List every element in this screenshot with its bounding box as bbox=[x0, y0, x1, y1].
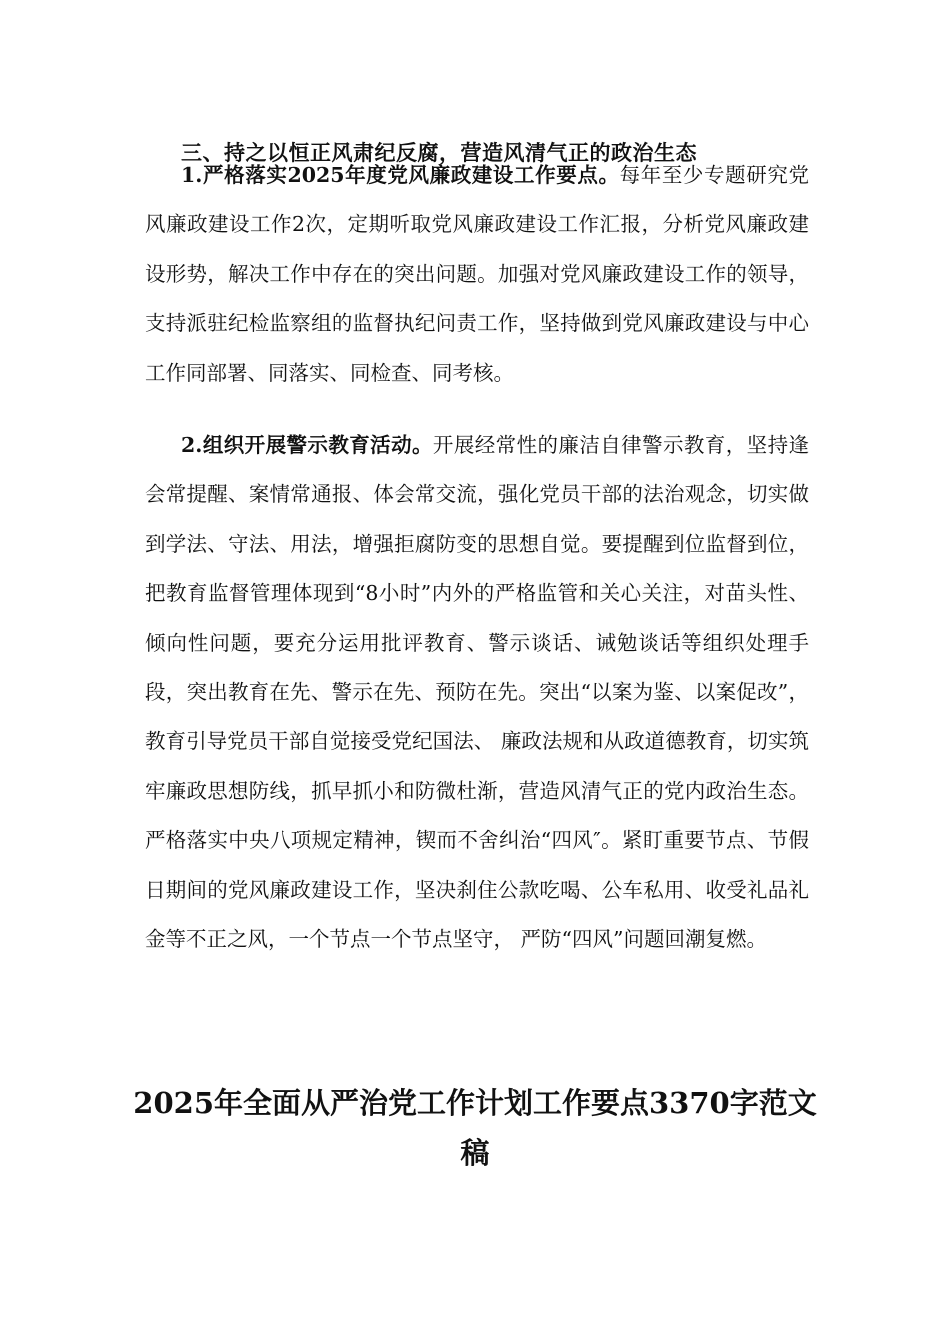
paragraph-1-lead: 1.严格落实2025年度党风廉政建设工作要点。 bbox=[181, 163, 620, 187]
paragraph-1-body: 每年至少专题研究党风廉政建设工作2次，定期听取党风廉政建设工作汇报，分析党风廉政建设形势，解决工作中存在的突出问题。加强对党风廉政建设工作的领导，支持派驻纪检监察组的监督执纪问责工作，坚持做到党风廉政建设与中心工作同部署、同落实、同检查、同考核。 bbox=[145, 163, 809, 385]
paragraph-2 bbox=[145, 421, 809, 964]
paragraph-1 bbox=[145, 151, 809, 398]
paragraph-2-lead: 2.组织开展警示教育活动。 bbox=[181, 433, 433, 457]
document-title: 2025年全面从严治党工作计划工作要点3370字范文稿 bbox=[133, 1086, 817, 1170]
section-heading: 三、持之以恒正风肃纪反腐，营造风清气正的政治生态 bbox=[181, 140, 697, 165]
paragraph-2-body: 开展经常性的廉洁自律警示教育，坚持逢会常提醒、案情常通报、体会常交流，强化党员干部的法治观念，切实做到学法、守法、用法，增强拒腐防变的思想自觉。要提醒到位监督到位，把教育监督管理体现到“8小时”内外的严格监管和关心关注，对苗头性、倾向性问题，要充分运用批评教育、警示谈话、诫勉谈话等组织处理手段，突出教育在先、警示在先、预防在先。突出“以案为鉴、以案促改”，教育引导党员干部自觉接受党纪国法、 廉政法规和从政道德教育，切实筑牢廉政思想防线，抓早抓小和防微杜渐，营造风清气正的党内政治生态。严格落实中央八项规定精神，锲而不舍纠治“四风″。紧盯重要节点、节假日期间的党风廉政建设工作，坚决刹住公款吃喝、公车私用、收受礼品礼金等不正之风，一个节点一个节点坚守， 严防“四风”问题回潮复燃。 bbox=[145, 433, 809, 952]
